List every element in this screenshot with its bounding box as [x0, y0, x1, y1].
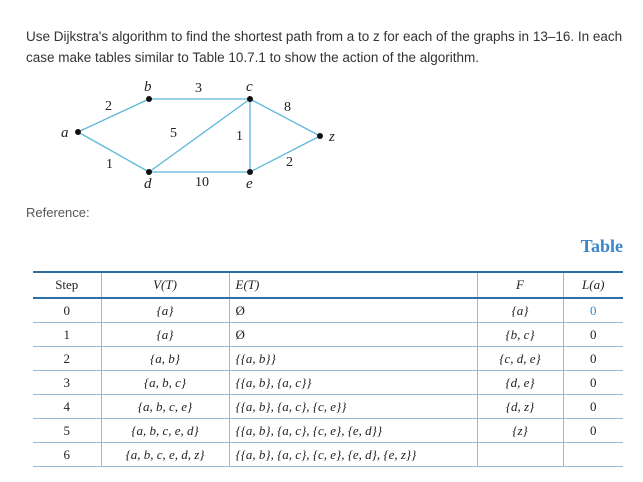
- cell-vertex-set: {a, b, c, e, d, z}: [101, 443, 229, 467]
- cell-step: 0: [33, 298, 101, 323]
- cell-vertex-set: {a}: [101, 323, 229, 347]
- vertex-a: [75, 129, 81, 135]
- cell-step: 3: [33, 371, 101, 395]
- weight-a-d: 1: [106, 157, 113, 172]
- edge-a-b: [78, 99, 149, 132]
- table-row: [33, 323, 623, 347]
- table-row: [33, 443, 623, 467]
- cell-edge-set: {{a, b}, {a, c}, {c, e}, {e, d}}: [229, 419, 477, 443]
- cell-edge-set: {{a, b}, {a, c}}: [229, 371, 477, 395]
- cell-vertex-set: {a}: [101, 298, 229, 323]
- header-label: L(a): [563, 272, 623, 298]
- table-row: [33, 347, 623, 371]
- cell-label: 0: [563, 395, 623, 419]
- header-step: Step: [33, 272, 101, 298]
- table-row: [33, 298, 623, 323]
- cell-label: 0: [563, 298, 623, 323]
- cell-edge-set: Ø: [229, 298, 477, 323]
- cell-vertex-set: {a, b, c}: [101, 371, 229, 395]
- vertex-label-e: e: [246, 176, 253, 192]
- exercise-instructions: Use Dijkstra's algorithm to find the shortest path from a to z for each of the graphs in 13–16. In each case make tables similar to Table 10.7.1 to show the action of the algorithm.: [26, 29, 623, 65]
- weight-d-c: 5: [170, 126, 177, 141]
- header-edge-set: E(T): [229, 272, 477, 298]
- cell-fringe: {a}: [477, 298, 563, 323]
- table-row: [33, 371, 623, 395]
- cell-vertex-set: {a, b, c, e, d}: [101, 419, 229, 443]
- cell-step: 6: [33, 443, 101, 467]
- cell-label: 0: [563, 347, 623, 371]
- reference-label: Reference:: [26, 205, 90, 220]
- cell-edge-set: {{a, b}, {a, c}, {c, e}, {e, d}, {e, z}}: [229, 443, 477, 467]
- header-vertex-set: V(T): [101, 272, 229, 298]
- cell-fringe: {d, z}: [477, 395, 563, 419]
- vertex-b: [146, 96, 152, 102]
- vertex-label-c: c: [246, 79, 253, 95]
- header-fringe: F: [477, 272, 563, 298]
- cell-fringe: {b, c}: [477, 323, 563, 347]
- cell-step: 2: [33, 347, 101, 371]
- cell-step: 4: [33, 395, 101, 419]
- weight-a-b: 2: [105, 99, 112, 114]
- weight-c-e: 1: [236, 129, 243, 144]
- cell-fringe: {d, e}: [477, 371, 563, 395]
- edge-a-d: [78, 132, 149, 172]
- cell-vertex-set: {a, b}: [101, 347, 229, 371]
- edge-d-c: [149, 99, 250, 172]
- cell-edge-set: Ø: [229, 323, 477, 347]
- vertex-d: [146, 169, 152, 175]
- weight-b-c: 3: [195, 81, 202, 96]
- table-row: [33, 419, 623, 443]
- cell-step: 1: [33, 323, 101, 347]
- dijkstra-table: [33, 271, 623, 467]
- vertex-label-z: z: [329, 129, 335, 145]
- vertex-label-a: a: [61, 125, 69, 141]
- cell-label: [563, 443, 623, 467]
- vertex-label-d: d: [144, 176, 152, 192]
- cell-vertex-set: {a, b, c, e}: [101, 395, 229, 419]
- cell-edge-set: {{a, b}, {a, c}, {c, e}}: [229, 395, 477, 419]
- weighted-graph: [50, 72, 350, 197]
- weight-d-e: 10: [195, 175, 209, 190]
- cell-fringe: {c, d, e}: [477, 347, 563, 371]
- vertex-c: [247, 96, 253, 102]
- cell-label: 0: [563, 419, 623, 443]
- weight-e-z: 2: [286, 155, 293, 170]
- cell-edge-set: {{a, b}}: [229, 347, 477, 371]
- cell-fringe: {z}: [477, 419, 563, 443]
- cell-label: 0: [563, 371, 623, 395]
- table-header-row: [33, 272, 623, 298]
- table-heading: Table: [580, 236, 623, 256]
- weight-c-z: 8: [284, 100, 291, 115]
- cell-fringe: [477, 443, 563, 467]
- cell-label: 0: [563, 323, 623, 347]
- vertex-label-b: b: [144, 79, 152, 95]
- edge-e-z: [250, 136, 320, 172]
- vertex-e: [247, 169, 253, 175]
- vertex-z: [317, 133, 323, 139]
- cell-step: 5: [33, 419, 101, 443]
- table-row: [33, 395, 623, 419]
